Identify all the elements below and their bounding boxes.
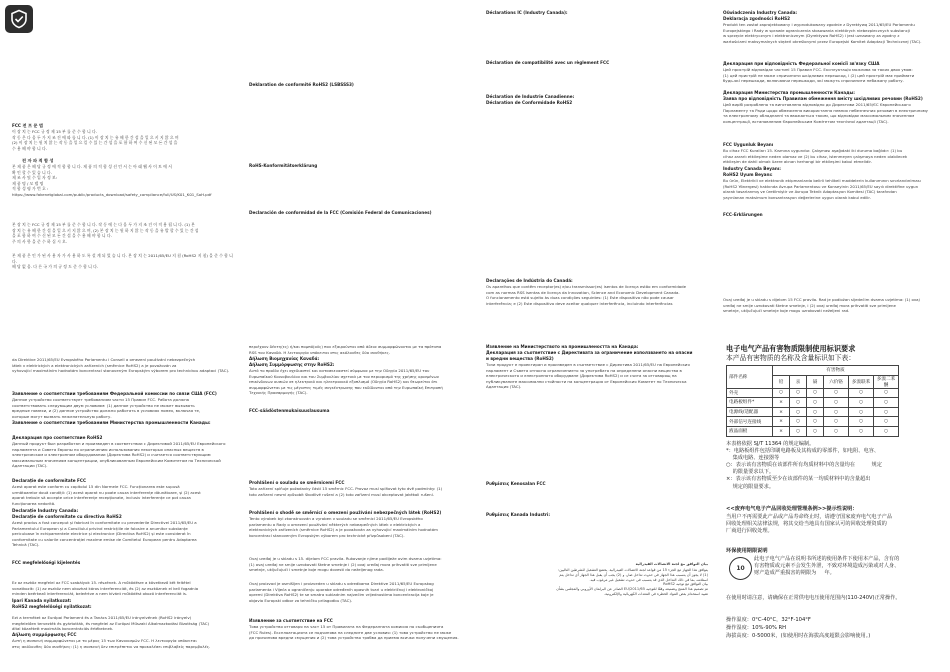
env-humidity: 操作湿度：10%-90% RH: [726, 625, 787, 631]
substance-cr6: 六价铬: [824, 375, 849, 388]
substance-cd: 镉: [807, 375, 824, 388]
ic-heading-hu: Ipari Kanada nyilatkozat: RoHS2 megfelelőségi nyilatkozat:: [12, 598, 92, 609]
fcc-body-ko: 이 장 치 는 FCC 규 정 제 15 부 를 준 수 합 니 다. 작 동 은 다 음 두 가 지 조 건 에 따 릅 니 다. (1) 이 장 치 는 유 해 한 간 섭 을 일 으 키 지 않 으 며 (2) 이 장 치 는 원 치 않 는 작 동 을 일 으 킬 수 있 는 간 섭 을 포 함 하 여 수 신 된 모 든 간 섭 을 수 용 해 야 합 니 다.: [12, 129, 179, 151]
fcc-heading-uk: Декларация при відповідність Федеральної комісії зв'язку США: [723, 61, 880, 66]
ic-heading-bg: Изявление на Министерството на промишлеността на Канада: Декларация за съответствие с Директивата за ограничение използването на опасни и вредни вещества (RoHS2): [486, 344, 693, 361]
ic-heading-uk: Декларация Министерства промышленности Канады:: [723, 90, 855, 95]
ic-heading-ru: Заявление о соответствии требованиям Министерства промышленности Канады:: [12, 420, 211, 425]
china-rohs-title: 电子电气产品有害物质限制使用标识要求: [726, 344, 856, 353]
mark: ○: [874, 388, 899, 398]
rohs-heading-ro: Declarație Industry Canada: Declarație de conformitate cu directiva RoHS2: [12, 508, 122, 519]
substance-pb: 铅: [773, 375, 790, 388]
mark: ○: [824, 417, 849, 427]
substance-pbde: 多溴二苯醚: [874, 375, 899, 388]
rohs-heading-el: Δήλωση Βιομηχανίας Καναδά: Δήλωση Συμμόρφωσης στην RoHS2:: [249, 356, 335, 367]
hazard-header: 有害物质: [773, 366, 899, 376]
part-name: 电路板组件*: [727, 398, 773, 408]
rohs-body-cs2: Tento výrobek byl zkonstruován a vyroben v souladu se směrnicí 2011/65/EU Evropského parlamentu a Rady o omezení používání některých nebezpečných látek v elektrických a elektronických zařízeních (směrnice RoHS2) a je považován za vyhovující maximálním hodnotám koncentrací stanoveným Evropským výborem pro technické přizpůsobení (TAC).: [249, 516, 438, 538]
mark: ○: [790, 398, 807, 408]
ic-heading-pt: Declarações de Indústria do Canadá:: [486, 278, 573, 283]
mark: ○: [790, 388, 807, 398]
mark: ×: [773, 398, 790, 408]
mark: ○: [874, 407, 899, 417]
emc-heading-ko: 전 자 파 적 합 성: [22, 158, 54, 163]
fcc-body-ru: Данное устройство соответствует требованиям части 15 Правил FCC. Работа должна соответствовать следующим двум условиям: (1) данное устройство не может вызывать вредные помехи, и (2) данное устройство должно работать в условиях помех, включая те, которые могут вызвать нежелательную работу.: [12, 397, 201, 419]
fcc-heading-ru: Заявление о соответствии требованиям Федеральной комиссии по связи США (FCC): [12, 391, 217, 396]
china-rohs-subtitle: 本产品有害物质的名称及含量标识如下表：: [726, 354, 856, 362]
para2-ko: 본 제 품 은 인 가 된 사 용 자 가 사 용 하 도 록 설 계 되 었 습 니 다. 본 장 치 는 2011/65/EU 지 침 (RoHS2 지 침) 을 준 수 합 니 다. 해 당 없 음. 다 른 국 가 의 규 정 도 준 수 합 니 다.: [12, 253, 233, 270]
rohs-body-bg: Този продукт е проектиран и произведен в съответствие с Директива 2011/65/EU на Европейския парламент и Съвета относно ограничението за употребата на определени опасни вещества в електрическото и електронното оборудване (Директива RoHS2) и се счита за отговарящ на публикуваните максимални стойности на концентрация от Европейския Комитет по Техническа Адаптация (TAC).: [486, 362, 690, 390]
fcc-body-ro: Acest aparat este conform cu capitolul 15 din Normele FCC. Funcționarea este supusă următoarelor două condiții: (1) acest aparat nu poate cauza interferențe dăunătoare, și (2) acest aparat trebuie să accepte orice interferențe recepționate, inclusiv interferențe ce pot cauza funcționarea nedorită.: [12, 484, 201, 506]
mark: ○: [849, 426, 874, 436]
mark: ○: [849, 398, 874, 408]
ic-body-el: περιέχουν δέκτη(ες) ή/και πομπό(ούς) που εξαιρούνται από άδεια συμμορφώνονται με τα πρότυπα RSS του Καναδά. Η λειτουργία υπόκειται στις ακόλουθες δύο συνθήκες.: [249, 344, 442, 355]
rohs-body-ro: Acest produs a fost conceput și fabricat în conformitate cu prevederile Directivei 2011/65/EU a Parlamentului European și a Consiliului privind restricțiile de folosire a anumitor substanțe periculoase în echipamentele electrice și electronice (Directiva RoHS2) și este considerat în conformitate cu valorile concentrației maxime emise de Comitetul European pentru Adaptarea Tehnică (TAC).: [12, 520, 197, 548]
rohs-body-hr: Ovaj proizvod je osmišljen i proizveden u skladu s odredbama Direktive 2011/65/EU Europskog parlamenta i Vijeća o ograničenju uporabe određenih opasnih tvari u električnoj i elektroničkoj opremi (Direktiva RoHS2) te se smatra sukladnim najvećim vrijednostima koncentracija koje je objavio Europski odbor za tehničku prilagodbu (TAC).: [249, 581, 434, 603]
env-temp: 操作温度：0°C-40°C，32°F-104°F: [726, 617, 811, 623]
fcc-body-hr2: Ovaj uređaj je u skladu s 15. dijelom FCC pravila. Rukovanje njime podliježe ovim dvama uvjetima: (1) ovaj uređaj ne smije uzrokovati štetne smetnje i (2) ovaj uređaj mora prihvatiti sve primljene smetnje, uključujući i smetnje koje mogu dovesti do neželjenog rada.: [249, 556, 442, 573]
ic-body-pl: Produkt ten został zaprojektowany i wyprodukowany zgodnie z Dyrektywą 2011/65/EU Parlamentu Europejskiego i Rady w sprawie ograniczenia stosowania niektórych niebezpiecznych substancji w sprzęcie elektrycznym i elektronicznym (Dyrektywa RoHS2) i jest uznawany za zgodny z wartościami maksymalnych stężeń określonymi przez Europejski Komitet Adaptacji Technicznej (TAC).: [723, 22, 922, 44]
rohs-body-tr: Bu ürün, Elektrikli ve elektronik ekipmanlarda belirli tehlikeli maddelerin kullanımının sınırlandırılması (RoHS2 Yönergesi) hakkında Avrupa Parlamentosu ve Konseyinin 2011/65/EU sayılı direktifine uygun olarak tasarlanmış ve üretilmiştir ve Avrupa Teknik Adaptasyon Komitesi (TAC) tarafından yayınlanan maksimum konsantrasyon değerlerine uygun olarak kabul edilir.: [723, 178, 921, 200]
mark: ○: [790, 407, 807, 417]
weee-heading: <<废弃电气电子产品回收处理管理条例>>提示性说明：: [726, 506, 858, 512]
mark: ○: [824, 426, 849, 436]
mark: ○: [807, 407, 824, 417]
ic-heading-en: Déclarations IC (Industry Canada):: [486, 10, 568, 15]
ic-heading-pl: Oświadczenia Industry Canada:: [723, 10, 798, 15]
brand-logo: [5, 5, 33, 33]
shield-check-icon: [9, 9, 29, 29]
mark: ×: [773, 426, 790, 436]
rohs-body-cs: da Direktive 2011/65/EU Evropského Parlamentu i Consell a omezení používání nebezpečných látek v elektrických a elektronických zařízeních (směrnice RoHS2) a je považován za vyhovující maximálním hodnotám koncentrací stanoveným Evropským výborem pro technickou adaptaci (TAC).: [12, 357, 230, 374]
fcc-heading-hu: FCC megfelelőségi kijelentés: [12, 560, 81, 565]
ic-heading-x: Ρυθμίσεις Kanada Industri:: [486, 512, 550, 517]
fcc-heading-ar: بيان التوافق مع لجنة الاتصالات الفيدرالية: [635, 562, 708, 566]
para1-ko: 본 장 치 는 FCC 규 정 제 15 부 를 준 수 합 니 다. 작 동 에 는 다 음 두 가 지 조 건 이 적 용 됩 니 다. (1) 본 장 치 는 유 해 한 간 섭 을 일 으 키 지 않 으 며, (2) 본 장 치 는 원 하 지 않 는 작 동 을 유 발 할 수 있 는 간 섭 을 포 함 하 여 수 신 된 모 든 간 섭 을 수 용 해 야 합 니 다. 주 의 사 항 을 준 수 하 십 시 오.: [12, 222, 199, 244]
mark: ○: [874, 398, 899, 408]
ic-heading-tr: Industry Canada Beyanı: RoHS2 Uyum Beyanı:: [723, 166, 781, 177]
mark: ○: [807, 417, 824, 427]
fcc-heading-ro: Declarație de conformitate FCC: [12, 478, 87, 483]
table-notes: 本表格依据 SJ/T 11364 的规定编制。 *：电路板组件包括印刷电路板及其构成的零部件，如电阻、电容、 集成电路、连接器等 ○：表示该有害物质在该部件所有均质材料中的含量均在 规定 的限量要求以下。 ×：表示该有害物质至少在该部件的某一均质材料中的含量超出 规定的限量要求。: [726, 441, 882, 490]
table-row: [727, 398, 899, 408]
substance-hg: 汞: [790, 375, 807, 388]
power-note: 在使用时请注意，请确保在正常供电电压使用范围内(110-240V)正常操作。: [726, 595, 901, 601]
rohs-heading-uk: Заява про відповідність Правилам обмеження вмісту шкідливих речовин (RoHS2): [723, 96, 923, 101]
fcc-body-hr: Ovaj uređaj je u skladu s dijelom 15 FCC pravila. Rad je podložan sljedećim dvama uvjetima: (1) ovaj uređaj ne smije uzrokovati štetne smetnje, i (2) ovaj uređaj mora prihvatiti sve primljene smetnje, uključujući smetnje koje mogu uzrokovati neželjeni rad.: [723, 297, 920, 314]
fcc-heading-cs: Prohlášení o souladu se směrnicemi FCC: [249, 480, 345, 485]
fcc-heading-el: Δήλωση συμμόρφωσης FCC: [12, 632, 77, 637]
part-name: 液晶面板: [727, 426, 773, 436]
mark: ○: [824, 388, 849, 398]
mark: ○: [807, 426, 824, 436]
table-row: [727, 407, 899, 417]
rohs-body-uk: Цей виріб розроблено та виготовлено відповідно до Директиви 2011/65/ЄС Європейського Парламенту та Ради щодо обмеження використання певних небезпечних речовин в електричному та електронному обладнанні та вважається таким, що відповідає максимальним значенням концентрації, встановленим Європейським Комітетом технічної адаптації (TAC).: [723, 102, 928, 124]
part-name: 电源线/适配器: [727, 407, 773, 417]
mark: ○: [790, 417, 807, 427]
fcc-heading-x: Ρυθμίσεις Kenosalan FCC: [486, 481, 546, 486]
mark: ○: [773, 388, 790, 398]
fcc-body-bg: Това устройство отговаря на част 15 от Правилата на Федералната комисия по съобщенията (FCC Rules). Експлоатацията се подчинява на следните две условия: (1) това устройство не може да причинява вредни смущения и (2) това устройство трябва да приема всички получени смущения.: [249, 624, 459, 641]
fcc-heading-es: Declaración de conformidad de la FCC (Comisión Federal de Comunicaciones): [249, 210, 432, 215]
env-altitude: 海拔高度：0-5000米，(如使用时在海拔高度超限会影响使用。): [726, 633, 871, 639]
mark: ×: [773, 407, 790, 417]
mark: ○: [807, 388, 824, 398]
substance-pbb: 多溴联苯: [849, 375, 874, 388]
fcc-body-ar: يتوافق هذا الجهاز مع الجزء 15 من قواعد لجنة الاتصالات الفيدرالية. يخضع التشغيل للشرطين التاليين: (1) لا يجوز أن يتسبب هذا الجهاز في حدوث تداخل ضار، و (2) يجب أن يقبل هذا الجهاز أي تداخل يتم استلامه، بما في ذلك التداخل الذي قد يتسبب في حدوث تشغيل غير مرغوب فيه. بيان التوافق مع توجيه RoHS2 تم تصميم هذا المنتج وتصنيعه وفقًا للتوجيه 2011/65/EU الصادر عن البرلمان الأوروبي والمجلس بشأن تقييد استخدام بعض المواد الخطرة في المعدات الكهربائية والإلكترونية.: [556, 568, 708, 596]
fcc-heading-tr: FCC Uygunluk Beyanı: [723, 142, 774, 147]
hazardous-substance-table: [726, 365, 899, 437]
mark: ○: [874, 426, 899, 436]
ic-sub-pl: Deklaracja zgodności RoHS2: [723, 16, 791, 21]
rohs-heading-lt: Deklaration de conformité RoHS2 (LSBSSS3): [249, 82, 354, 87]
mark: ×: [773, 417, 790, 427]
mark: ○: [849, 417, 874, 427]
rohs-heading-de: RoHS-Konformitätserklärung: [249, 163, 318, 168]
fcc-heading-fr: Déclaration de compatibilité avec un règlement FCC: [486, 60, 610, 65]
epup-heading: 环保使用期限说明: [726, 548, 768, 554]
epup-badge-icon: 10: [729, 557, 752, 580]
rohs-body-ru: Данный продукт был разработан и произведен в соответствии с Директивой 2011/65/EU Европейского парламента и Совета Европы по ограничению использования некоторых опасных веществ в электрическом и электронном оборудовании (Директива RoHS2) и считается соответствующим максимальным значениям концентрации, опубликованным Европейским Комитетом по Технической Адаптации (TAC).: [12, 441, 226, 469]
table-row: [727, 426, 899, 436]
table-row: [727, 417, 899, 427]
fcc-heading-de: FCC-Erklärungen: [723, 212, 763, 217]
mark: ○: [824, 398, 849, 408]
part-name: 外壳: [727, 388, 773, 398]
fcc-body-cs: Toto zařízení splňuje požadavky části 15 směrnic FCC. Provoz musí splňovat tyto dvě podmínky: (1) toto zařízení nesmí způsobit škodlivé rušení a (2) toto zařízení musí akceptovat jakékoli rušení.: [249, 486, 443, 497]
part-name: 外部信号连接线: [727, 417, 773, 427]
rohs-heading-ru: Декларация про соответствие RoHS2: [12, 435, 103, 440]
weee-body: 当用户不再需要此产品或产品寿命终止时，请遵守国家废弃电气电子产品 回收处理相关法律法规，将其交给当地具有国家认可的回收处理资质的 厂商进行回收处理。: [726, 514, 893, 535]
rohs-body-hu: Ezt a terméket az Európai Parlament és a Tanács 2011/65/EU irányelvének (RoHS2 irányelv) megfelelően tervezték és gyártották, és megfelel az Európai Műszaki Alkalmazkodási Bizottság (TAC) által közzétett maximális koncentrációs értékeknek.: [12, 615, 210, 632]
mark: ○: [849, 388, 874, 398]
fcc-body-el: Αυτή η συσκευή συμμορφώνεται με το μέρος 15 των Κανονισμών FCC. Η λειτουργία υπόκειται στις ακόλουθες δύο συνθήκες: (1) η συσκευή δεν επιτρέπεται να προκαλέσει επιβλαβείς παρεμβολές.: [12, 638, 211, 649]
epup-body: 此电子电气产品在说明书所述的使用条件下使用本产品，含有的 有害物质或元素不会发生外泄，不致对环境造成污染或对人身、 财产造成严重损害的期限为 年。: [754, 556, 900, 577]
rohs-heading-cs: Prohlášení o shodě se směrnicí o omezení používání nebezpečných látek (RoHS2): [249, 510, 442, 515]
rohs-body-el: Αυτό το προϊόν έχει σχεδιαστεί και κατασκευαστεί σύμφωνα με την Οδηγία 2011/65/EU του Ευρωπαϊκού Κοινοβουλίου και του Συμβουλίου σχετικά με τον περιορισμό της χρήσης ορισμένων επικίνδυνων ουσιών σε ηλεκτρικό και ηλεκτρονικό εξοπλισμό (Οδηγία RoHS2) και θεωρείται ότι συμμορφώνεται με τις μέγιστες τιμές συγκέντρωσης που εκδίδονται από την Ευρωπαϊκή Επιτροπή Τεχνικής Προσαρμογής (TAC).: [249, 368, 443, 396]
part-header: 部件名称: [727, 366, 773, 389]
fcc-heading-bg: Изявление за съответствие на FCC: [249, 618, 333, 623]
fcc-body-tr: Bu cihaz FCC Kuralları 15. Kısmına uygundur. Çalışması aşağıdaki iki duruma bağlıdır: (1) bu cihaz zararlı etkileşime neden olamaz ve (2) bu cihaz, istenmeyen çalışmaya neden olabilecek etkileşim de dahil olmak üzere alınan herhangi bir etkileşimi kabul etmelidir.: [723, 148, 908, 165]
mark: ○: [874, 417, 899, 427]
mark: ○: [807, 398, 824, 408]
table-row: [727, 388, 899, 398]
emc-body-ko: 본 제 품 은 해 당 규 정 에 적 합 합 니 다. 제 품 의 적 합 성 선 언 서 는 아 래 웹 사 이 트 에 서 확 인 할 수 있 습 니 다. 제 조 사 및 수 입 자 정 보: 제 품 명 / 모 델 명 적 합 성 평 가 번 호 : https://www.fakenetglobal.com/public/products_download/safety_compliance/full/US/K01_K01_SoH.pdf: [12, 164, 212, 197]
ic-heading-fr: Déclaration de Industrie Canadienne: Déclaration de Conformidade RoHS2: [486, 94, 575, 105]
mark: ○: [824, 407, 849, 417]
mark: ○: [790, 426, 807, 436]
fcc-body-uk: Цей пристрій відповідає частині 15 Правил FCC. Експлуатація можлива за таких двох умов: (1) цей пристрій не може спричиняти шкідливих перешкод, і (2) цей пристрій має приймати будь-які перешкоди, включаючи перешкоди, які можуть спричинити небажану роботу.: [723, 67, 915, 84]
fcc-heading-fi: FCC-säädöstenmukaisuuslausuma: [249, 408, 330, 413]
mark: ○: [849, 407, 874, 417]
ic-body-pt: Os aparelhos que contêm receptor(es) e/ou transmissor(es) isentos de licença estão em conformidade com as normas RSS isentas de licença da Innovation, Science and Economic Development Canada. O funcionamento está sujeito às duas condições seguintes: (1) Este dispositivo não pode causar interferência; e (2) Este dispositivo deve aceitar qualquer interferência, incluindo interferências: [486, 284, 687, 306]
fcc-body-hu: Ez az eszköz megfelel az FCC szabályok 15. részének. A működésre a következő két feltétel vonatkozik: (1) az eszköz nem okozhat káros interferenciát, és (2) az eszköznek el kell fogadnia minden beérkező interferenciát, beleértve a nem kívánt működést okozó interferenciát is.: [12, 580, 199, 597]
fcc-heading-ko: FCC 전 프 문 법: [12, 123, 44, 128]
